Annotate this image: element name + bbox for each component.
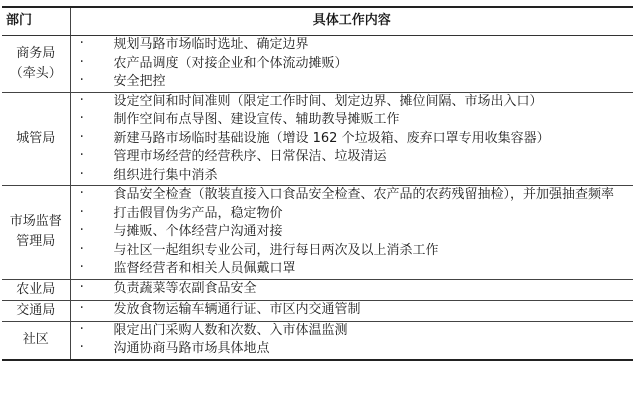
row-market-supervision — [2, 186, 633, 280]
dept-cell — [2, 92, 70, 186]
work-cell — [70, 36, 633, 93]
work-item: · 制作空间布点导图、建设宣传、辅助教导摊贩工作 — [71, 111, 634, 130]
dept-name: 市场监督 — [9, 214, 62, 230]
work-item: · 组织进行集中消杀 — [71, 167, 634, 186]
work-item: · 限定出门采购人数和次数、入市体温监测 — [71, 322, 634, 341]
dept-name: 交通局 — [16, 302, 56, 318]
work-item: · 与摊贩、个体经营户沟通对接 — [71, 223, 634, 242]
work-item: · 规划马路市场临时选址、确定边界 — [71, 36, 634, 55]
row-agriculture-bureau — [2, 279, 633, 300]
dept-cell — [2, 186, 70, 280]
work-cell — [70, 321, 633, 360]
work-item: · 新建马路市场临时基础设施（增设 162 个垃圾箱、废弃口罩专用收集容器） — [71, 130, 634, 149]
row-transport-bureau — [2, 300, 633, 321]
work-item: · 打击假冒伪劣产品，稳定物价 — [71, 205, 634, 224]
header-row — [2, 7, 633, 36]
work-cell — [70, 92, 633, 186]
row-urban-management — [2, 92, 633, 186]
work-item: · 食品安全检查（散装直接入口食品安全检查、农产品的农药残留抽检），并加强抽查频率 — [71, 186, 634, 205]
header-dept: 部门 — [2, 7, 70, 36]
work-cell — [70, 300, 633, 321]
work-item: · 与社区一起组织专业公司，进行每日两次及以上消杀工作 — [71, 242, 634, 261]
work-item: · 管理市场经营的经营秩序、日常保洁、垃圾清运 — [71, 148, 634, 167]
work-item: · 农产品调度（对接企业和个体流动摊贩） — [71, 55, 634, 74]
dept-cell — [2, 300, 70, 321]
work-item: · 安全把控 — [71, 73, 634, 92]
work-cell — [70, 279, 633, 300]
dept-note: （牵头） — [9, 65, 62, 81]
work-item: · 发放食物运输车辆通行证、市区内交通管制 — [71, 301, 634, 320]
work-item: · 沟通协商马路市场具体地点 — [71, 340, 634, 359]
work-cell — [70, 186, 633, 280]
dept-name: 商务局 — [16, 45, 56, 61]
work-item: · 设定空间和时间准则（限定工作时间、划定边界、摊位间隔、市场出入口） — [71, 93, 634, 112]
work-item: · 负责蔬菜等农副食品安全 — [71, 280, 634, 299]
header-work-content: 具体工作内容 — [70, 7, 633, 36]
dept-cell — [2, 36, 70, 93]
dept-cell — [2, 321, 70, 360]
dept-name: 城管局 — [16, 130, 56, 146]
row-community — [2, 321, 633, 360]
row-commerce-bureau — [2, 36, 633, 93]
responsibility-table — [2, 6, 633, 361]
dept-name: 社区 — [22, 332, 49, 347]
dept-cell — [2, 279, 70, 300]
dept-name-line2: 管理局 — [16, 234, 56, 250]
work-item: · 监督经营者和相关人员佩戴口罩 — [71, 260, 634, 279]
dept-name: 农业局 — [16, 281, 56, 297]
